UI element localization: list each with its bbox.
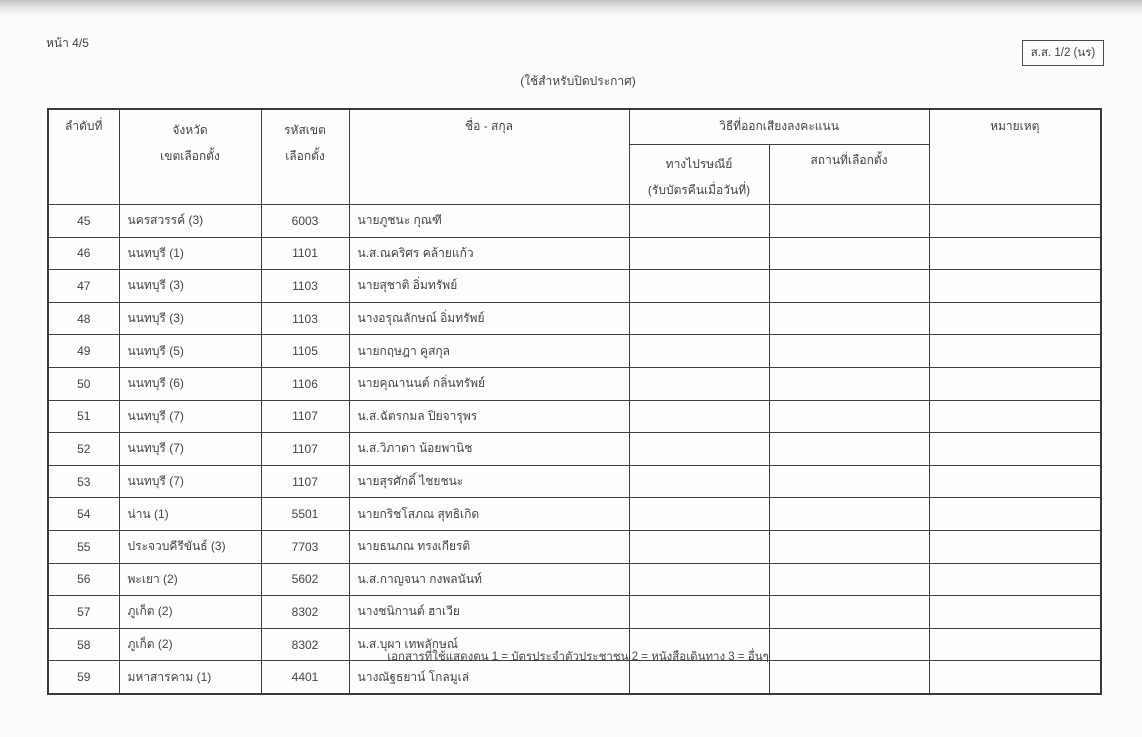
col-header-remarks: หมายเหตุ — [929, 109, 1101, 205]
table-row — [48, 400, 1101, 433]
form-code-label: ส.ส. 1/2 (นร) — [1030, 47, 1096, 59]
cell-code: 5501 — [261, 498, 349, 531]
cell-code: 1107 — [261, 400, 349, 433]
table-row — [48, 205, 1101, 238]
cell-province: นครสวรรค์ (3) — [119, 205, 261, 238]
cell-province: นนทบุรี (6) — [119, 367, 261, 400]
cell-remark — [929, 563, 1101, 596]
cell-name: น.ส.ณคริศร คล้ายแก้ว — [349, 237, 629, 270]
table-row — [48, 433, 1101, 466]
cell-remark — [929, 367, 1101, 400]
col-header-province-line1: จังหวัด — [172, 123, 208, 137]
table-row — [48, 302, 1101, 335]
cell-mail — [629, 367, 769, 400]
cell-name: น.ส.บุผา เทพลักษณ์ — [349, 628, 629, 661]
cell-place — [769, 335, 929, 368]
cell-name: น.ส.วิภาดา น้อยพานิช — [349, 433, 629, 466]
cell-name: นายสุรศักดิ์ ไชยชนะ — [349, 465, 629, 498]
cell-no: 51 — [48, 400, 119, 433]
cell-province: พะเยา (2) — [119, 563, 261, 596]
table-row — [48, 367, 1101, 400]
cell-province: นนทบุรี (7) — [119, 433, 261, 466]
cell-province: นนทบุรี (1) — [119, 237, 261, 270]
cell-province: นนทบุรี (5) — [119, 335, 261, 368]
cell-mail — [629, 205, 769, 238]
cell-no: 58 — [48, 628, 119, 661]
cell-remark — [929, 237, 1101, 270]
cell-name: นางณัฐธยาน์ โกลมูเล่ — [349, 661, 629, 694]
cell-mail — [629, 465, 769, 498]
cell-code: 4401 — [261, 661, 349, 694]
cell-name: นางอรุณลักษณ์ อิ่มทรัพย์ — [349, 302, 629, 335]
cell-province: นนทบุรี (3) — [119, 270, 261, 303]
col-header-by-mail — [629, 145, 769, 205]
cell-name: นายสุชาติ อิ่มทรัพย์ — [349, 270, 629, 303]
cell-remark — [929, 530, 1101, 563]
cell-province: ประจวบคีรีขันธ์ (3) — [119, 530, 261, 563]
table-row — [48, 498, 1101, 531]
cell-code: 8302 — [261, 628, 349, 661]
cell-code: 1106 — [261, 367, 349, 400]
cell-code: 1103 — [261, 270, 349, 303]
roster-table — [47, 108, 1102, 695]
cell-place — [769, 563, 929, 596]
cell-place — [769, 367, 929, 400]
col-header-province — [119, 109, 261, 205]
cell-place — [769, 270, 929, 303]
cell-no: 47 — [48, 270, 119, 303]
cell-remark — [929, 302, 1101, 335]
cell-no: 45 — [48, 205, 119, 238]
cell-name: น.ส.ฉัตรกมล ปิยจารุพร — [349, 400, 629, 433]
id-documents-footnote: เอกสารที่ใช้แสดงตน 1 = บัตรประจำตัวประชาชน 2 = หนังสือเดินทาง 3 = อื่นๆ — [387, 651, 769, 663]
cell-mail — [629, 335, 769, 368]
doc-subtitle: (ใช้สำหรับปิดประกาศ) — [520, 74, 636, 88]
cell-place — [769, 498, 929, 531]
cell-place — [769, 530, 929, 563]
cell-mail — [629, 530, 769, 563]
table-row — [48, 530, 1101, 563]
cell-code: 5602 — [261, 563, 349, 596]
cell-place — [769, 596, 929, 629]
cell-no: 50 — [48, 367, 119, 400]
col-header-province-line2: เขตเลือกตั้ง — [160, 149, 220, 163]
cell-remark — [929, 400, 1101, 433]
cell-name: นายภูชนะ กุณฑี — [349, 205, 629, 238]
col-header-code — [261, 109, 349, 205]
table-row — [48, 563, 1101, 596]
scan-edge-shadow — [0, 0, 1142, 16]
cell-remark — [929, 335, 1101, 368]
table-row — [48, 465, 1101, 498]
cell-no: 55 — [48, 530, 119, 563]
cell-place — [769, 205, 929, 238]
cell-mail — [629, 563, 769, 596]
cell-name: นายกฤษฎา คูสกุล — [349, 335, 629, 368]
col-header-no: ลำดับที่ — [48, 109, 119, 205]
cell-no: 48 — [48, 302, 119, 335]
cell-code: 1101 — [261, 237, 349, 270]
cell-province: มหาสารคาม (1) — [119, 661, 261, 694]
col-header-polling-place: สถานที่เลือกตั้ง — [769, 145, 929, 205]
cell-no: 46 — [48, 237, 119, 270]
cell-place — [769, 400, 929, 433]
cell-no: 59 — [48, 661, 119, 694]
cell-no: 56 — [48, 563, 119, 596]
cell-no: 53 — [48, 465, 119, 498]
cell-name: นายกริชโสภณ สุทธิเกิด — [349, 498, 629, 531]
cell-remark — [929, 465, 1101, 498]
cell-no: 54 — [48, 498, 119, 531]
cell-place — [769, 465, 929, 498]
col-header-code-line1: รหัสเขต — [284, 123, 326, 137]
cell-remark — [929, 596, 1101, 629]
cell-mail — [629, 433, 769, 466]
cell-code: 1105 — [261, 335, 349, 368]
cell-province: นนทบุรี (7) — [119, 465, 261, 498]
cell-remark — [929, 270, 1101, 303]
cell-no: 57 — [48, 596, 119, 629]
cell-province: นนทบุรี (7) — [119, 400, 261, 433]
cell-mail — [629, 400, 769, 433]
col-header-name: ชื่อ - สกุล — [349, 109, 629, 205]
cell-place — [769, 237, 929, 270]
cell-name: นางชนิกานต์ ฮาเวีย — [349, 596, 629, 629]
table-row — [48, 237, 1101, 270]
cell-code: 1107 — [261, 465, 349, 498]
cell-place — [769, 302, 929, 335]
table-row — [48, 270, 1101, 303]
cell-no: 49 — [48, 335, 119, 368]
cell-name: นายธนภณ ทรงเกียรติ — [349, 530, 629, 563]
cell-code: 8302 — [261, 596, 349, 629]
cell-province: น่าน (1) — [119, 498, 261, 531]
col-header-code-line2: เลือกตั้ง — [285, 149, 325, 163]
cell-no: 52 — [48, 433, 119, 466]
cell-remark — [929, 433, 1101, 466]
col-header-by-mail-line2: (รับบัตรคืนเมื่อวันที่) — [647, 183, 751, 197]
cell-mail — [629, 302, 769, 335]
cell-remark — [929, 205, 1101, 238]
cell-province: ภูเก็ต (2) — [119, 628, 261, 661]
page-number-label: หน้า 4/5 — [46, 36, 89, 50]
cell-code: 6003 — [261, 205, 349, 238]
cell-code: 7703 — [261, 530, 349, 563]
cell-place — [769, 433, 929, 466]
cell-mail — [629, 498, 769, 531]
cell-name: นายคุณานนต์ กลิ่นทรัพย์ — [349, 367, 629, 400]
cell-name: น.ส.กาญจนา กงพลนันท์ — [349, 563, 629, 596]
cell-mail — [629, 270, 769, 303]
cell-province: ภูเก็ต (2) — [119, 596, 261, 629]
col-header-voting-method: วิธีที่ออกเสียงลงคะแนน — [629, 109, 929, 145]
cell-code: 1107 — [261, 433, 349, 466]
table-row — [48, 335, 1101, 368]
col-header-by-mail-line1: ทางไปรษณีย์ — [665, 157, 733, 171]
cell-province: นนทบุรี (3) — [119, 302, 261, 335]
cell-mail — [629, 596, 769, 629]
form-code-box — [1022, 40, 1104, 66]
table-row — [48, 596, 1101, 629]
cell-remark — [929, 498, 1101, 531]
cell-mail — [629, 237, 769, 270]
cell-code: 1103 — [261, 302, 349, 335]
